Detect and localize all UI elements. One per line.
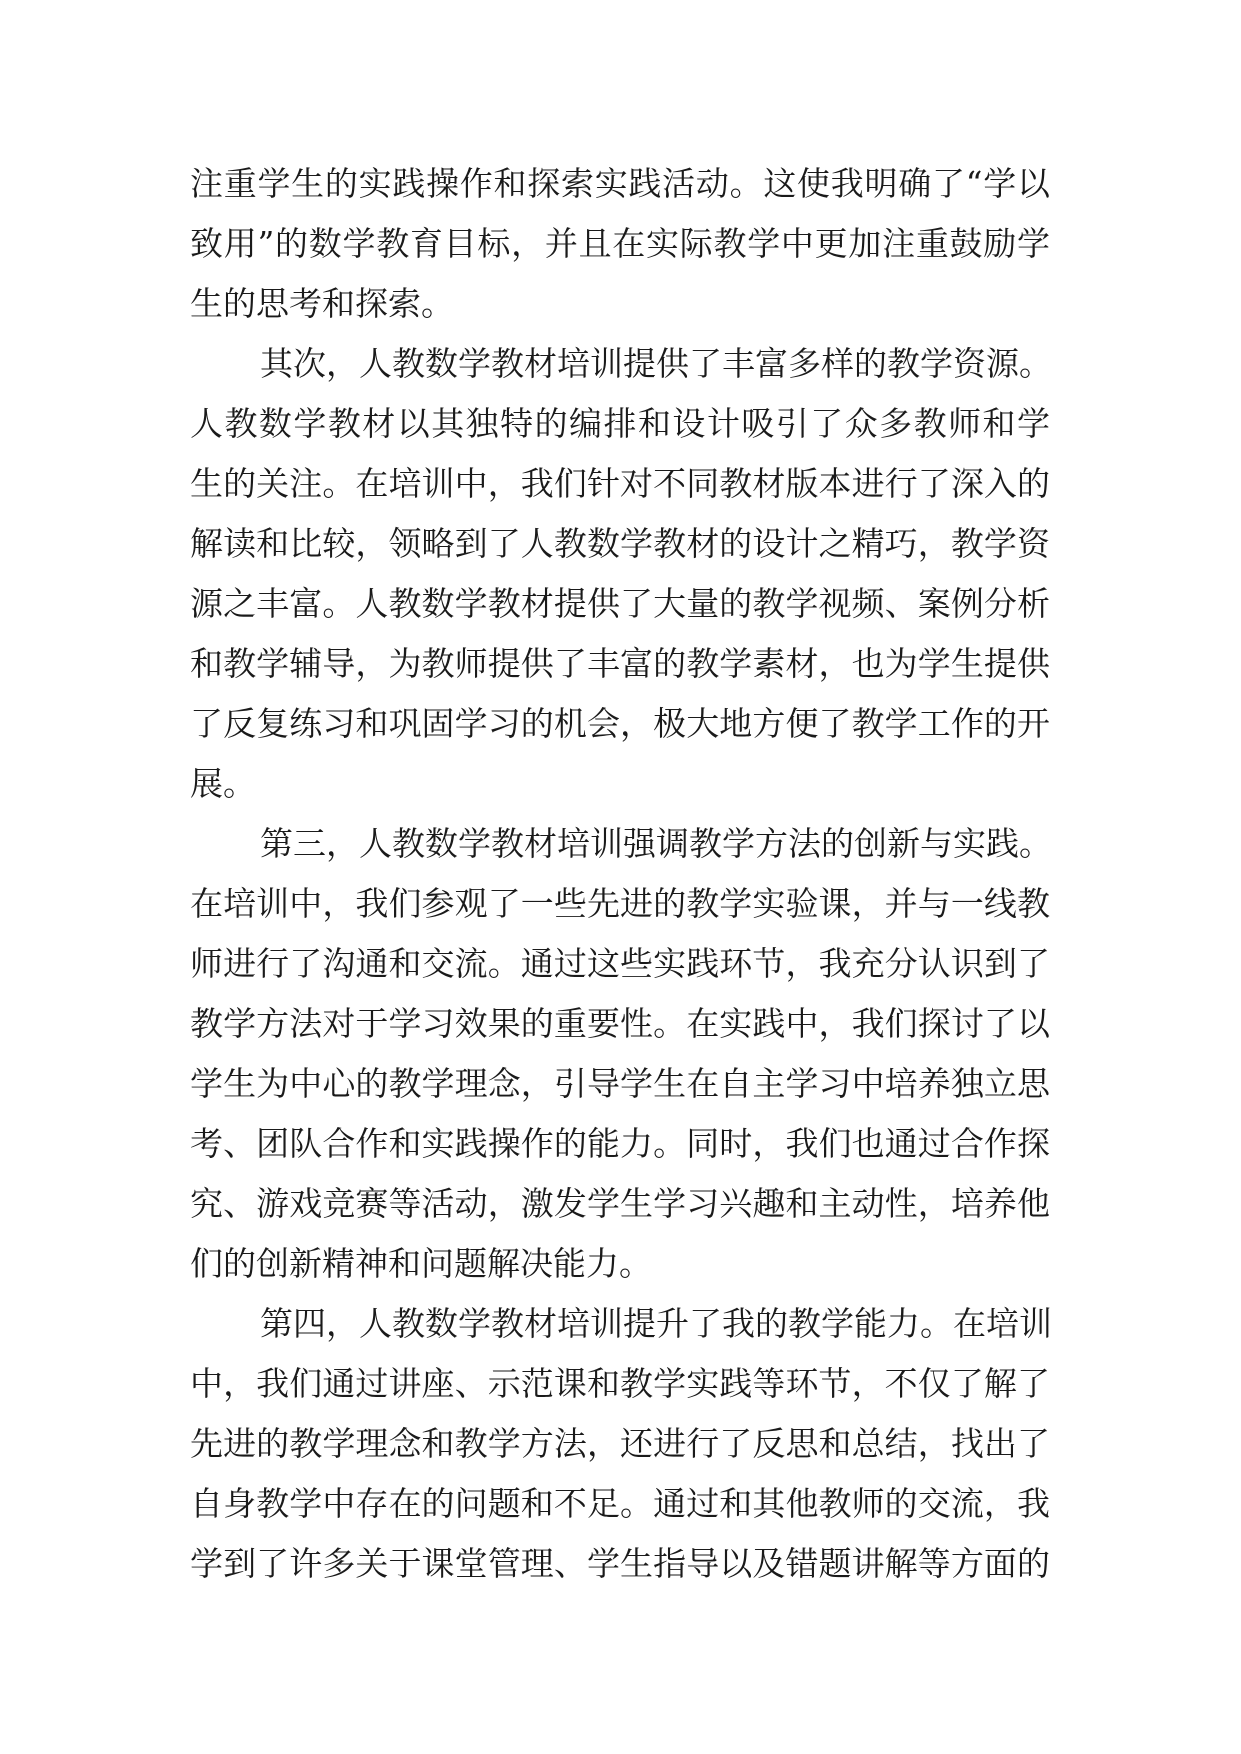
text-line: 教学方法对于学习效果的重要性。在实践中，我们探讨了以 xyxy=(190,1004,1050,1043)
text-line: 先进的教学理念和教学方法，还进行了反思和总结，找出了 xyxy=(190,1424,1050,1463)
document-body xyxy=(190,154,1050,1594)
text-line: 致用”的数学教育目标，并且在实际教学中更加注重鼓励学 xyxy=(190,224,1050,263)
text-line: 源之丰富。人教数学教材提供了大量的教学视频、案例分析 xyxy=(190,584,1050,623)
text-line: 学生为中心的教学理念，引导学生在自主学习中培养独立思 xyxy=(190,1064,1050,1103)
paragraph-1 xyxy=(190,154,1050,334)
text-line: 第三，人教数学教材培训强调教学方法的创新与实践。 xyxy=(260,824,1052,863)
text-line: 了反复练习和巩固学习的机会，极大地方便了教学工作的开 xyxy=(190,704,1050,743)
text-line: 解读和比较，领略到了人教数学教材的设计之精巧，教学资 xyxy=(190,524,1050,563)
text-line: 和教学辅导，为教师提供了丰富的教学素材，也为学生提供 xyxy=(190,644,1050,683)
text-line: 其次，人教数学教材培训提供了丰富多样的教学资源。 xyxy=(260,344,1052,383)
text-line: 第四，人教数学教材培训提升了我的教学能力。在培训 xyxy=(260,1304,1052,1343)
text-line: 中，我们通过讲座、示范课和教学实践等环节，不仅了解了 xyxy=(190,1364,1050,1403)
paragraph-4 xyxy=(190,1294,1050,1594)
paragraph-3 xyxy=(190,814,1050,1294)
text-line: 展。 xyxy=(190,764,256,803)
text-line: 生的思考和探索。 xyxy=(190,284,454,323)
text-line: 学到了许多关于课堂管理、学生指导以及错题讲解等方面的 xyxy=(190,1544,1050,1583)
text-line: 自身教学中存在的问题和不足。通过和其他教师的交流，我 xyxy=(190,1484,1050,1523)
text-line: 究、游戏竞赛等活动，激发学生学习兴趣和主动性，培养他 xyxy=(190,1184,1050,1223)
text-line: 考、团队合作和实践操作的能力。同时，我们也通过合作探 xyxy=(190,1124,1050,1163)
paragraph-2 xyxy=(190,334,1050,814)
text-line: 人教数学教材以其独特的编排和设计吸引了众多教师和学 xyxy=(190,404,1050,443)
text-line: 注重学生的实践操作和探索实践活动。这使我明确了“学以 xyxy=(190,164,1050,203)
text-line: 生的关注。在培训中，我们针对不同教材版本进行了深入的 xyxy=(190,464,1050,503)
text-line: 在培训中，我们参观了一些先进的教学实验课，并与一线教 xyxy=(190,884,1050,923)
text-line: 师进行了沟通和交流。通过这些实践环节，我充分认识到了 xyxy=(190,944,1050,983)
text-line: 们的创新精神和问题解决能力。 xyxy=(190,1244,652,1283)
